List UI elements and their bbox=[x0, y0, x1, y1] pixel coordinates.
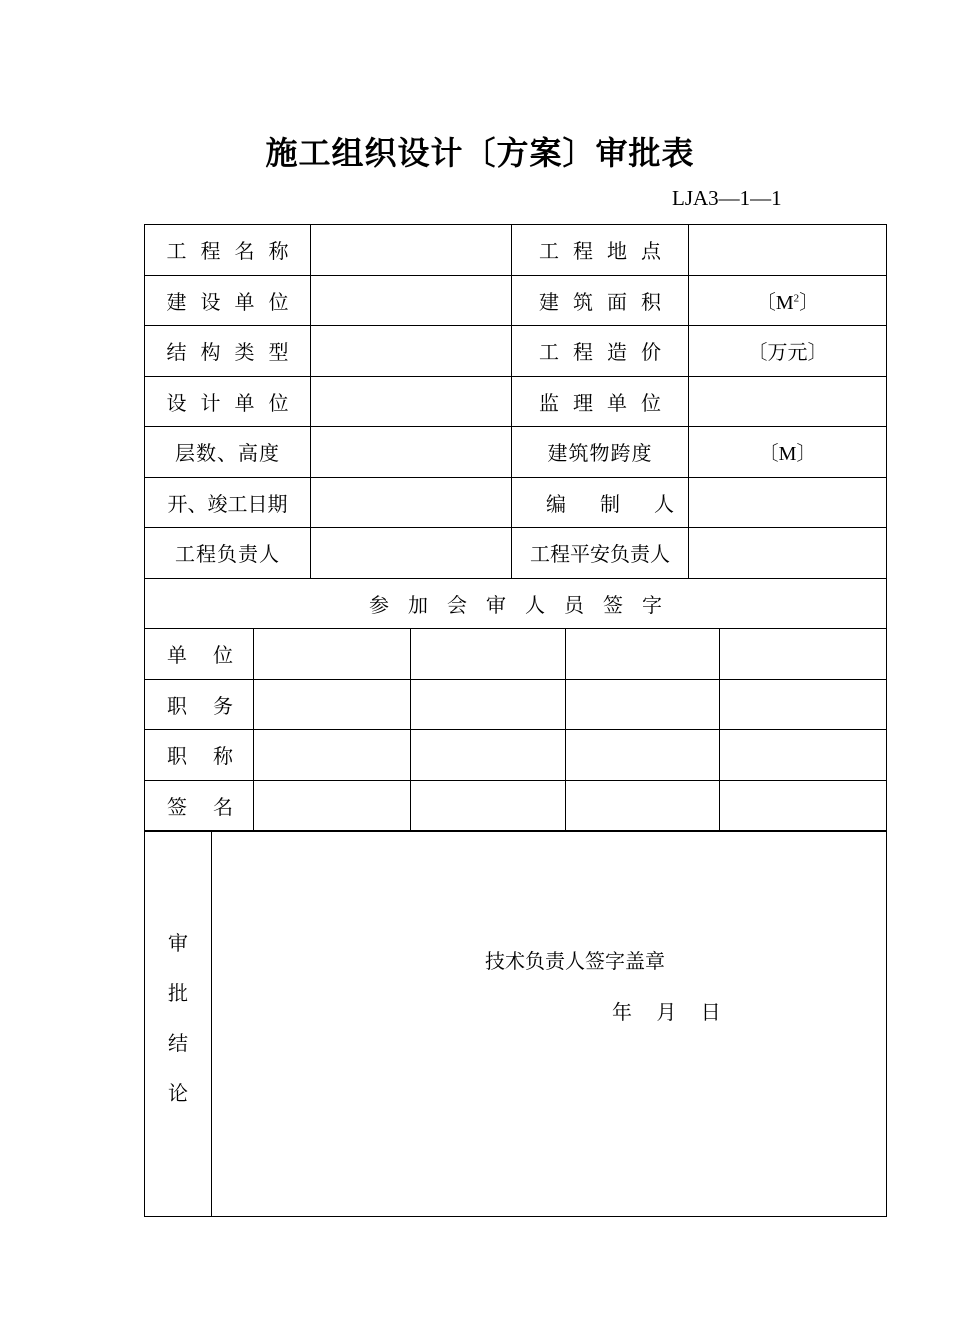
conclusion-field[interactable] bbox=[212, 832, 887, 1217]
position-cell-2[interactable] bbox=[411, 679, 566, 730]
label-position: 职务 bbox=[145, 679, 254, 730]
label-title: 职称 bbox=[145, 730, 254, 781]
builder-field[interactable] bbox=[311, 275, 512, 326]
table-row bbox=[145, 780, 887, 831]
table-row bbox=[145, 679, 887, 730]
signature-cell-4[interactable] bbox=[720, 780, 887, 831]
project-lead-field[interactable] bbox=[311, 528, 512, 579]
signature-cell-2[interactable] bbox=[411, 780, 566, 831]
table-row bbox=[145, 376, 887, 427]
date-text: 年 月 日 bbox=[612, 1000, 721, 1024]
design-unit-field[interactable] bbox=[311, 376, 512, 427]
unit-cell-2[interactable] bbox=[411, 629, 566, 680]
label-start-end-date: 开、竣工日期 bbox=[145, 477, 311, 528]
start-end-date-field[interactable] bbox=[311, 477, 512, 528]
participants-table bbox=[144, 628, 887, 831]
label-structure-type: 结构类型 bbox=[145, 326, 311, 377]
compiler-field[interactable] bbox=[689, 477, 887, 528]
label-project-location: 工程地点 bbox=[512, 225, 689, 276]
label-supervision-unit: 监理单位 bbox=[512, 376, 689, 427]
project-name-field[interactable] bbox=[311, 225, 512, 276]
table-row bbox=[145, 528, 887, 579]
label-project-lead: 工程负责人 bbox=[145, 528, 311, 579]
unit-cell-3[interactable] bbox=[566, 629, 720, 680]
participants-header: 参加会审人员签字 bbox=[145, 578, 887, 629]
floor-area-field[interactable] bbox=[689, 275, 887, 326]
safety-lead-field[interactable] bbox=[689, 528, 887, 579]
label-safety-lead: 工程平安负责人 bbox=[512, 528, 689, 579]
label-building-span: 建筑物跨度 bbox=[512, 427, 689, 478]
label-floors-height: 层数、高度 bbox=[145, 427, 311, 478]
table-row bbox=[145, 225, 887, 276]
title-cell-1[interactable] bbox=[254, 730, 411, 781]
conclusion-label: 审 批 结 论 bbox=[145, 832, 212, 1217]
title-cell-3[interactable] bbox=[566, 730, 720, 781]
tech-lead-signature-text: 技术负责人签字盖章 bbox=[485, 949, 665, 973]
unit-cell-4[interactable] bbox=[720, 629, 887, 680]
position-cell-4[interactable] bbox=[720, 679, 887, 730]
unit-cell-1[interactable] bbox=[254, 629, 411, 680]
label-builder: 建设单位 bbox=[145, 275, 311, 326]
position-cell-3[interactable] bbox=[566, 679, 720, 730]
label-unit: 单位 bbox=[145, 629, 254, 680]
conclusion-table bbox=[144, 831, 887, 1217]
project-location-field[interactable] bbox=[689, 225, 887, 276]
project-cost-field[interactable] bbox=[689, 326, 887, 377]
label-floor-area: 建筑面积 bbox=[512, 275, 689, 326]
table-row bbox=[145, 730, 887, 781]
table-row bbox=[145, 275, 887, 326]
table-row bbox=[145, 326, 887, 377]
title-cell-2[interactable] bbox=[411, 730, 566, 781]
signature-cell-1[interactable] bbox=[254, 780, 411, 831]
span-unit: 〔M〕 bbox=[758, 443, 817, 466]
supervision-unit-field[interactable] bbox=[689, 376, 887, 427]
title-cell-4[interactable] bbox=[720, 730, 887, 781]
label-design-unit: 设计单位 bbox=[145, 376, 311, 427]
table-row bbox=[145, 427, 887, 478]
position-cell-1[interactable] bbox=[254, 679, 411, 730]
label-project-cost: 工程造价 bbox=[512, 326, 689, 377]
floors-height-field[interactable] bbox=[311, 427, 512, 478]
form-title: 施工组织设计〔方案〕审批表 bbox=[265, 134, 695, 172]
label-compiler: 编制人 bbox=[512, 477, 689, 528]
structure-type-field[interactable] bbox=[311, 326, 512, 377]
area-unit: 〔$M^2$〕 bbox=[755, 291, 820, 314]
table-row bbox=[145, 578, 887, 629]
project-info-table bbox=[144, 224, 887, 629]
form-code: LJA3—1—1 bbox=[672, 186, 782, 210]
table-row bbox=[145, 832, 887, 1217]
label-project-name: 工程名称 bbox=[145, 225, 311, 276]
table-row bbox=[145, 629, 887, 680]
cost-unit: 〔万元〕 bbox=[747, 340, 828, 365]
table-row bbox=[145, 477, 887, 528]
label-signature: 签名 bbox=[145, 780, 254, 831]
signature-cell-3[interactable] bbox=[566, 780, 720, 831]
building-span-field[interactable] bbox=[689, 427, 887, 478]
